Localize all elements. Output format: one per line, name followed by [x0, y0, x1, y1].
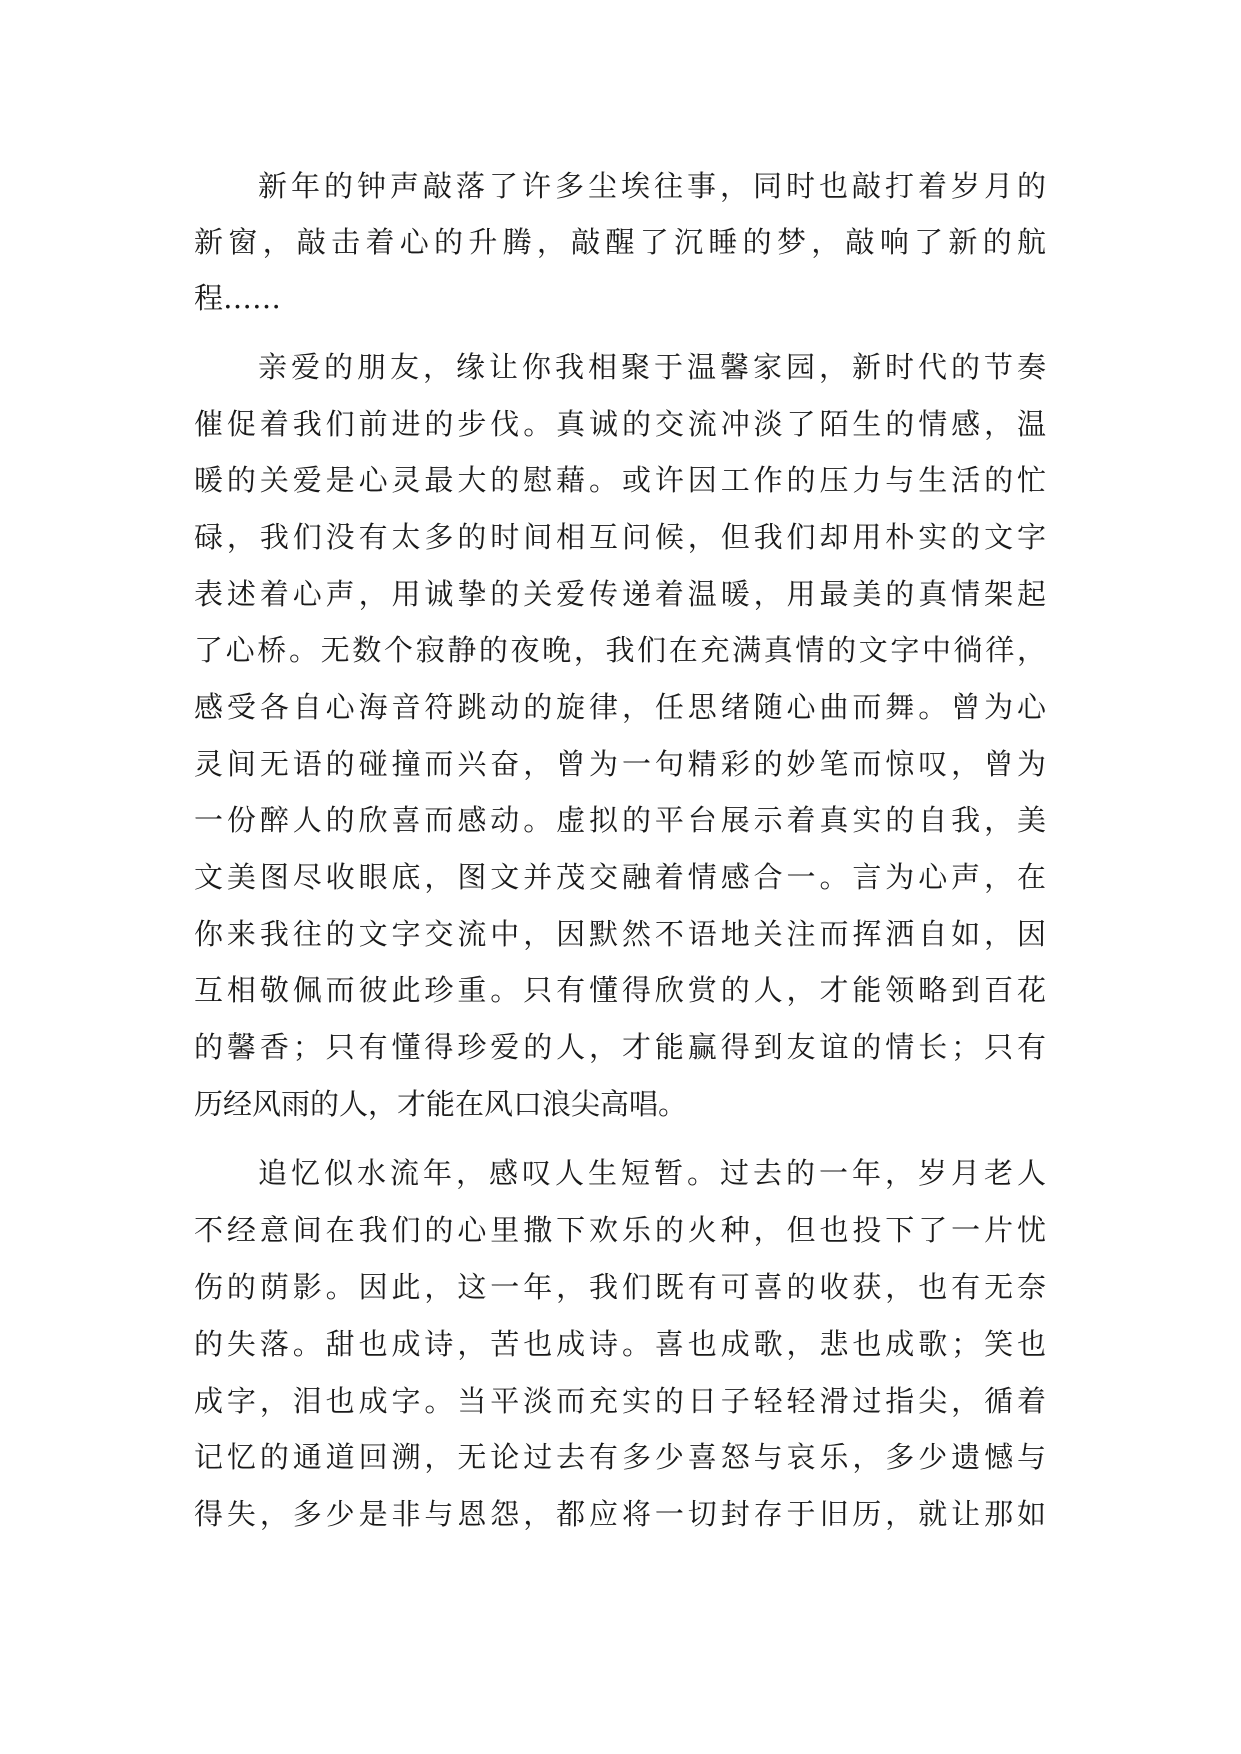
paragraph-2-line-9: 一份醉人的欣喜而感动。虚拟的平台展示着真实的自我，美 — [194, 803, 1046, 837]
paragraph-2-line-13: 的馨香；只有懂得珍爱的人，才能赢得到友谊的情长；只有 — [194, 1030, 1046, 1064]
paragraph-2-line-10: 文美图尽收眼底，图文并茂交融着情感合一。言为心声，在 — [194, 860, 1046, 894]
paragraph-3-line-3: 伤的荫影。因此，这一年，我们既有可喜的收获，也有无奈 — [194, 1270, 1046, 1304]
paragraph-3-line-4: 的失落。甜也成诗，苦也成诗。喜也成歌，悲也成歌；笑也 — [194, 1327, 1046, 1361]
paragraph-3-line-5: 成字，泪也成字。当平淡而充实的日子轻轻滑过指尖，循着 — [194, 1384, 1046, 1418]
paragraph-2-line-6: 了心桥。无数个寂静的夜晚，我们在充满真情的文字中徜徉， — [194, 633, 1046, 667]
paragraph-2-line-8: 灵间无语的碰撞而兴奋，曾为一句精彩的妙笔而惊叹，曾为 — [194, 747, 1046, 781]
paragraph-1-line-2: 新窗，敲击着心的升腾，敲醒了沉睡的梦，敲响了新的航 — [194, 225, 1046, 259]
paragraph-2-line-11: 你来我往的文字交流中，因默然不语地关注而挥洒自如，因 — [194, 917, 1046, 951]
paragraph-2-line-12: 互相敬佩而彼此珍重。只有懂得欣赏的人，才能领略到百花 — [194, 973, 1046, 1007]
paragraph-2-line-4: 碌，我们没有太多的时间相互问候，但我们却用朴实的文字 — [194, 520, 1046, 554]
paragraph-2-line-14: 历经风雨的人，才能在风口浪尖高唱。 — [194, 1087, 688, 1121]
paragraph-2-line-5: 表述着心声，用诚挚的关爱传递着温暖，用最美的真情架起 — [194, 577, 1046, 611]
paragraph-1-line-3: 程…… — [194, 281, 282, 315]
paragraph-1-line-1: 新年的钟声敲落了许多尘埃往事，同时也敲打着岁月的 — [258, 169, 1046, 203]
paragraph-2-line-2: 催促着我们前进的步伐。真诚的交流冲淡了陌生的情感，温 — [194, 407, 1046, 441]
paragraph-3-line-1: 追忆似水流年，感叹人生短暂。过去的一年，岁月老人 — [258, 1156, 1046, 1190]
paragraph-2-line-3: 暖的关爱是心灵最大的慰藉。或许因工作的压力与生活的忙 — [194, 463, 1046, 497]
paragraph-3-line-6: 记忆的通道回溯，无论过去有多少喜怒与哀乐，多少遗憾与 — [194, 1440, 1046, 1474]
paragraph-2-line-1: 亲爱的朋友，缘让你我相聚于温馨家园，新时代的节奏 — [258, 350, 1046, 384]
paragraph-2-line-7: 感受各自心海音符跳动的旋律，任思绪随心曲而舞。曾为心 — [194, 690, 1046, 724]
paragraph-3-line-2: 不经意间在我们的心里撒下欢乐的火种，但也投下了一片忧 — [194, 1213, 1046, 1247]
paragraph-3-line-7: 得失，多少是非与恩怨，都应将一切封存于旧历，就让那如 — [194, 1497, 1046, 1531]
